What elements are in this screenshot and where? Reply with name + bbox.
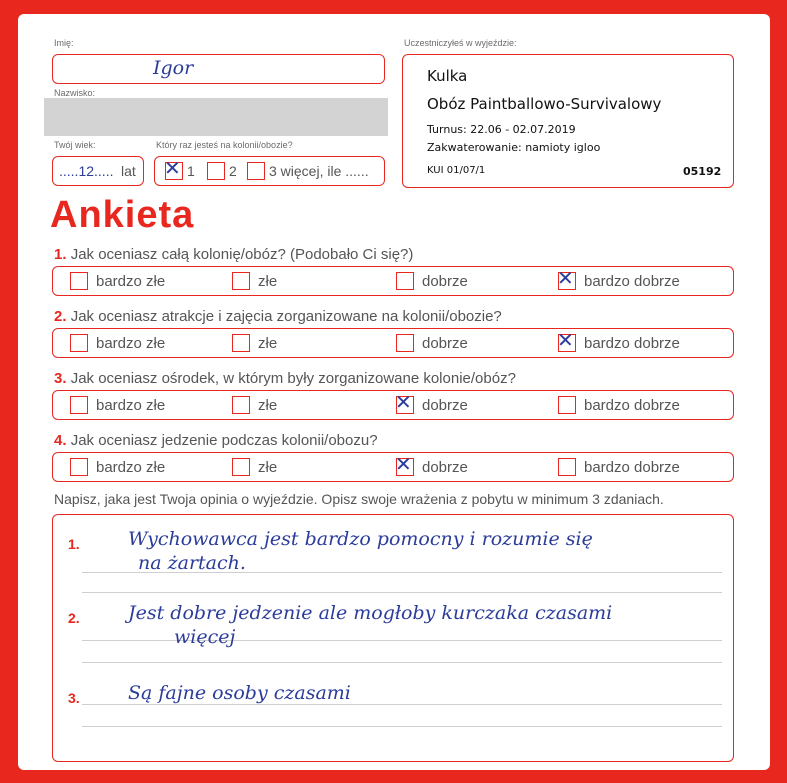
option-label: dobrze [422,397,468,414]
question-1-option-checkbox[interactable] [70,272,88,290]
question-1-text: 1. Jak oceniasz całą kolonię/obóz? (Podobało Ci się?) [54,246,414,263]
trip-accommodation: Zakwaterowanie: namioty igloo [427,141,601,154]
ruled-line [82,726,722,727]
trip-camp-name: Obóz Paintballowo-Survivalowy [427,95,662,113]
answer-2-line-2: więcej [174,626,236,648]
answer-3-number: 3. [68,690,80,706]
option-label: dobrze [422,273,468,290]
check-mark-icon: ✕ [395,452,412,476]
redaction-block [44,98,388,136]
answer-3-line-1: Są fajne osoby czasami [128,682,351,704]
option-label: bardzo dobrze [584,273,680,290]
trip-number: 05192 [683,165,722,178]
survey-title: Ankieta [50,194,195,236]
which-time-1-checkbox[interactable] [164,156,183,180]
age-unit: lat [121,163,136,179]
survey-sheet [18,14,770,770]
trip-place: Kulka [427,67,468,85]
trip-info-box [402,54,734,188]
option-label: bardzo złe [96,459,166,476]
question-4-option-checkbox[interactable] [558,458,576,476]
question-3-text: 3. Jak oceniasz ośrodek, w którym były zorganizowane kolonie/obóz? [54,370,516,387]
answer-2-number: 2. [68,610,80,626]
trip-turnus: Turnus: 22.06 - 02.07.2019 [427,123,576,136]
answer-1-line-2: na żartach. [138,552,246,574]
ruled-line [82,592,722,593]
question-2-option-checkbox[interactable] [232,334,250,352]
option-label: złe [258,335,278,352]
check-mark-icon: ✕ [164,156,181,180]
ruled-line [82,704,722,705]
which-time-label: Który raz jesteś na kolonii/obozie? [156,140,293,150]
ruled-line [82,662,722,663]
question-3-option-checkbox[interactable] [70,396,88,414]
option-label: bardzo dobrze [584,335,680,352]
age-value: .....12..... [59,163,114,179]
first-name-value: Igor [153,57,194,79]
question-3-option-checkbox[interactable] [395,390,414,414]
option-label: złe [258,459,278,476]
option-label: bardzo złe [96,335,166,352]
option-label: dobrze [422,335,468,352]
check-mark-icon: ✕ [557,266,574,290]
trip-label: Uczestniczyłeś w wyjeździe: [404,38,517,48]
which-time-field [154,156,385,186]
option-label: bardzo dobrze [584,459,680,476]
question-2-text: 2. Jak oceniasz atrakcje i zajęcia zorganizowane na kolonii/obozie? [54,308,502,325]
which-time-2-checkbox[interactable] [207,162,225,180]
option-label: złe [258,397,278,414]
option-label: bardzo dobrze [584,397,680,414]
question-4-text: 4. Jak oceniasz jedzenie podczas kolonii/obozu? [54,432,378,449]
question-2-option-checkbox[interactable] [70,334,88,352]
first-name-label: Imię: [54,38,74,48]
first-name-field[interactable] [52,54,385,84]
which-time-3-label: 3 więcej, ile ...... [269,163,369,179]
question-4-option-checkbox[interactable] [232,458,250,476]
question-2-option-checkbox[interactable] [557,328,576,352]
question-2-option-checkbox[interactable] [396,334,414,352]
option-label: bardzo złe [96,273,166,290]
question-4-option-checkbox[interactable] [70,458,88,476]
age-field[interactable] [52,156,144,186]
answer-2-line-1: Jest dobre jedzenie ale mogłoby kurczaka czasami [128,602,613,624]
option-label: dobrze [422,459,468,476]
which-time-3-checkbox[interactable] [247,162,265,180]
question-1-option-checkbox[interactable] [232,272,250,290]
question-3-option-checkbox[interactable] [232,396,250,414]
opinion-prompt: Napisz, jaka jest Twoja opinia o wyjeździe. Opisz swoje wrażenia z pobytu w minimum 3 zdaniach. [54,491,664,507]
check-mark-icon: ✕ [557,328,574,352]
last-name-label: Nazwisko: [54,88,96,98]
question-3-option-checkbox[interactable] [558,396,576,414]
question-1-option-checkbox[interactable] [396,272,414,290]
question-4-option-checkbox[interactable] [395,452,414,476]
option-label: bardzo złe [96,397,166,414]
option-label: złe [258,273,278,290]
trip-code: KUI 01/07/1 [427,165,486,176]
answer-1-line-1: Wychowawca jest bardzo pomocny i rozumie się [128,528,593,550]
answer-1-number: 1. [68,536,80,552]
question-1-option-checkbox[interactable] [557,266,576,290]
check-mark-icon: ✕ [395,390,412,414]
age-label: Twój wiek: [54,140,96,150]
which-time-1-label: 1 [187,163,195,179]
which-time-2-label: 2 [229,163,237,179]
